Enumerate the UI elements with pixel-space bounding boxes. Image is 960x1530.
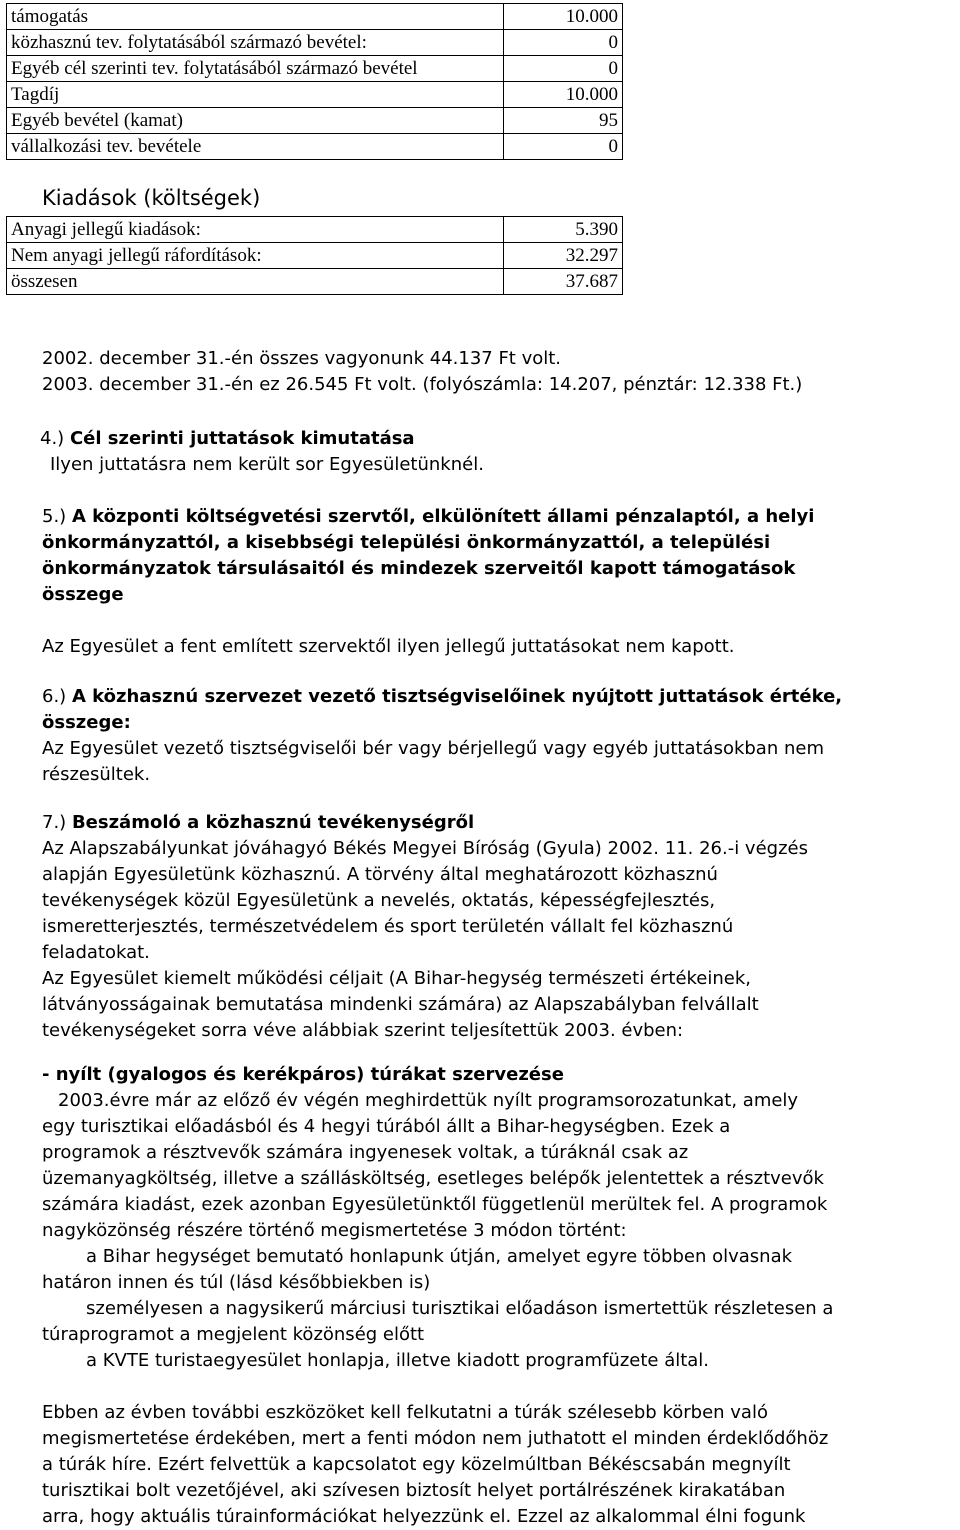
tours-item-2-line-1: személyesen a nagysikerű márciusi turisztikai előadáson ismertettük részletesen a xyxy=(86,1298,834,1319)
section-7 xyxy=(42,810,958,1044)
income-row xyxy=(7,30,623,56)
assets-line-2002: 2002. december 31.-én összes vagyonunk 44.137 Ft volt. xyxy=(42,348,562,369)
income-row-value: 10.000 xyxy=(504,82,623,108)
income-row xyxy=(7,108,623,134)
section-7-p2-line-2: látványosságainak bemutatása mindenki számára) az Alapszabályban felvállalt xyxy=(42,994,759,1015)
section-7-p1-line-3: tevékenységek közül Egyesületünk a nevelés, oktatás, képességfejlesztés, xyxy=(42,890,716,911)
section-6-number: 6.) xyxy=(42,686,67,707)
section-5-text: Az Egyesület a fent említett szervektől ilyen jellegű juttatásokat nem kapott. xyxy=(42,636,735,657)
expense-row-value: 37.687 xyxy=(504,269,623,295)
section-7-p1-line-1: Az Alapszabályunkat jóváhagyó Békés Megyei Bíróság (Gyula) 2002. 11. 26.-i végzés xyxy=(42,838,808,859)
expense-row-value: 5.390 xyxy=(504,217,623,243)
tours-p2-line-1: Ebben az évben további eszközöket kell felkutatni a túrák szélesebb körben való xyxy=(42,1402,768,1423)
section-6 xyxy=(42,684,958,788)
income-row-value: 0 xyxy=(504,56,623,82)
tours-section xyxy=(42,1062,958,1530)
income-rows xyxy=(7,4,623,160)
tours-p1-line-4: üzemanyagköltség, illetve a szállásköltség, esetleges belépők jelentettek a résztvevők xyxy=(42,1168,824,1189)
section-7-p2-line-3: tevékenységeket sorra véve alábbiak szerint teljesítettük 2003. évben: xyxy=(42,1020,684,1041)
tours-item-1-line-2: határon innen és túl (lásd későbbiekben is) xyxy=(42,1272,431,1293)
section-5-title-line-3: önkormányzatok társulásaitól és mindezek szerveitől kapott támogatások xyxy=(42,558,796,579)
tours-p1-line-6: nagyközönség részére történő megismertetése 3 módon történt: xyxy=(42,1220,627,1241)
expense-rows xyxy=(7,217,623,295)
income-row xyxy=(7,134,623,160)
tours-p1-line-1: 2003.évre már az előző év végén meghirdettük nyílt programsorozatunkat, amely xyxy=(58,1090,799,1111)
tours-p1-line-3: programok a résztvevők számára ingyenesek voltak, a túráknál csak az xyxy=(42,1142,689,1163)
income-row-label: Egyéb cél szerinti tev. folytatásából származó bevétel xyxy=(7,56,504,82)
section-7-p1-line-4: ismeretterjesztés, természetvédelem és sport területén vállalt fel közhasznú xyxy=(42,916,734,937)
expenses-heading: Kiadások (költségek) xyxy=(42,186,261,210)
income-row xyxy=(7,82,623,108)
section-4-number: 4.) xyxy=(40,428,65,449)
section-7-number: 7.) xyxy=(42,812,67,833)
section-7-p1-line-2: alapján Egyesületünk közhasznú. A törvény által meghatározott közhasznú xyxy=(42,864,718,885)
tours-item-1-line-1: a Bihar hegységet bemutató honlapunk útján, amelyet egyre többen olvasnak xyxy=(86,1246,793,1267)
expense-row xyxy=(7,217,623,243)
section-4-text: Ilyen juttatásra nem került sor Egyesületünknél. xyxy=(50,454,484,475)
income-row-label: vállalkozási tev. bevétele xyxy=(7,134,504,160)
section-5-title-line-1: A központi költségvetési szervtől, elkülönített állami pénzalaptól, a helyi xyxy=(71,506,815,527)
tours-p2-line-3: a túrák híre. Ezért felvettük a kapcsolatot egy közelmúltban Békéscsabán megnyílt xyxy=(42,1454,791,1475)
section-6-title-line-1: A közhasznú szervezet vezető tisztségviselőinek nyújtott juttatások értéke, xyxy=(71,686,843,707)
income-row-label: Tagdíj xyxy=(7,82,504,108)
section-7-title: Beszámoló a közhasznú tevékenységről xyxy=(71,812,475,833)
expense-row-label: összesen xyxy=(7,269,504,295)
tours-item-3-line-1: a KVTE turistaegyesület honlapja, illetve kiadott programfüzete által. xyxy=(86,1350,710,1371)
income-row-value: 0 xyxy=(504,134,623,160)
section-4-heading xyxy=(40,426,958,452)
expense-row-value: 32.297 xyxy=(504,243,623,269)
section-6-text-line-1: Az Egyesület vezető tisztségviselői bér vagy bérjellegű vagy egyéb juttatásokban nem xyxy=(42,738,824,759)
expense-row-label: Nem anyagi jellegű ráfordítások: xyxy=(7,243,504,269)
section-5 xyxy=(42,504,958,660)
income-table xyxy=(6,3,623,160)
assets-line-2003: 2003. december 31.-én ez 26.545 Ft volt. (folyószámla: 14.207, pénztár: 12.338 Ft.) xyxy=(42,374,803,395)
expense-table xyxy=(6,216,623,295)
expense-row xyxy=(7,243,623,269)
section-6-title-line xyxy=(42,684,958,710)
income-row-label: közhasznú tev. folytatásából származó bevétel: xyxy=(7,30,504,56)
assets-block xyxy=(42,346,958,398)
income-row xyxy=(7,56,623,82)
section-6-title-line-2: összege: xyxy=(42,712,131,733)
section-4-title: Cél szerinti juttatások kimutatása xyxy=(69,428,415,449)
expense-row xyxy=(7,269,623,295)
section-7-p1-line-5: feladatokat. xyxy=(42,942,150,963)
section-7-title-line xyxy=(42,810,958,836)
income-row-value: 10.000 xyxy=(504,4,623,30)
section-5-title-line xyxy=(42,504,958,530)
income-row-label: Egyéb bevétel (kamat) xyxy=(7,108,504,134)
tours-p1-line-5: számára kiadást, ezek azonban Egyesületünktől függetlenül merültek fel. A programok xyxy=(42,1194,828,1215)
tours-title: - nyílt (gyalogos és kerékpáros) túrákat szervezése xyxy=(42,1064,564,1085)
expense-row-label: Anyagi jellegű kiadások: xyxy=(7,217,504,243)
income-row-value: 95 xyxy=(504,108,623,134)
section-5-title-line-2: önkormányzattól, a kisebbségi települési önkormányzattól, a települési xyxy=(42,532,771,553)
income-row-value: 0 xyxy=(504,30,623,56)
section-6-text-line-2: részesültek. xyxy=(42,764,151,785)
tours-p2-line-4: turisztikai bolt vezetőjével, aki szívesen biztosít helyet portálrészének kirakatában xyxy=(42,1480,786,1501)
section-5-title-line-4: összege xyxy=(42,584,124,605)
section-5-number: 5.) xyxy=(42,506,67,527)
tours-item-2-line-2: túraprogramot a megjelent közönség előtt xyxy=(42,1324,425,1345)
income-row xyxy=(7,4,623,30)
tours-p2-line-5: arra, hogy aktuális túrainformációkat helyezzünk el. Ezzel az alkalommal élni fogunk xyxy=(42,1506,806,1527)
tours-p2-line-2: megismertetése érdekében, mert a fenti módon nem juthatott el minden érdeklődőhöz xyxy=(42,1428,829,1449)
section-7-p2-line-1: Az Egyesület kiemelt működési céljait (A Bihar-hegység természeti értékeinek, xyxy=(42,968,752,989)
tours-p1-line-2: egy turisztikai előadásból és 4 hegyi túrából állt a Bihar-hegységben. Ezek a xyxy=(42,1116,731,1137)
income-row-label: támogatás xyxy=(7,4,504,30)
section-4 xyxy=(42,426,958,478)
